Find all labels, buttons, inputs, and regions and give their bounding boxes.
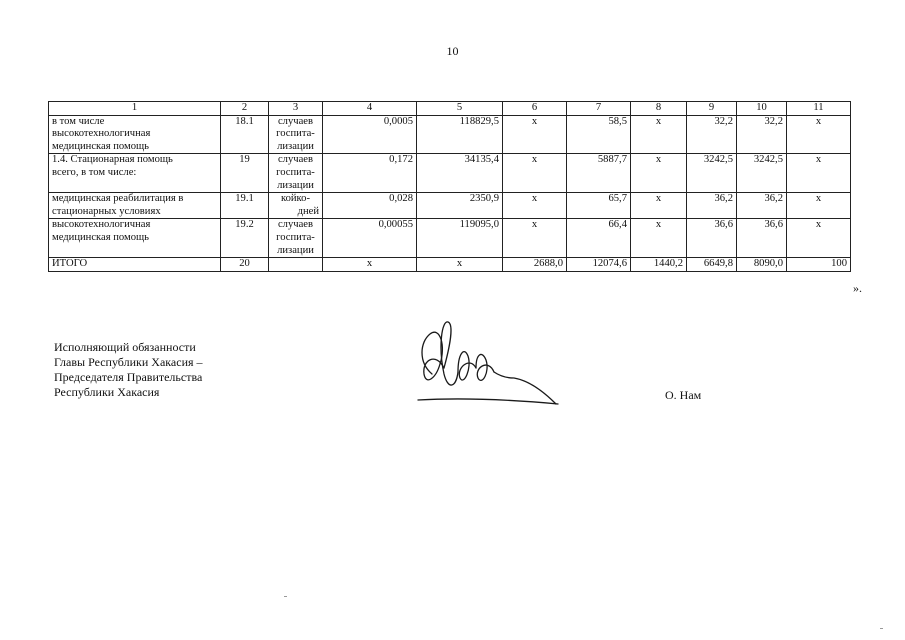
column-header: 2	[221, 102, 269, 116]
unit-cell	[269, 193, 323, 219]
value-cell-col9: 6649,8	[687, 258, 737, 272]
value-cell-col7: 58,5	[567, 115, 631, 154]
row-name-line: высокотехнологичная	[52, 128, 151, 140]
column-header: 9	[687, 102, 737, 116]
value-cell-col10: 3242,5	[737, 154, 787, 193]
value-cell-col4: 0,028	[323, 193, 417, 219]
row-name-line: 1.4. Стационарная помощь	[52, 154, 173, 166]
signature-stroke	[494, 372, 556, 404]
value-cell-col8: х	[631, 193, 687, 219]
column-header: 6	[503, 102, 567, 116]
unit-line: дней	[297, 205, 319, 217]
value-cell-col6: х	[503, 193, 567, 219]
value-cell-col11: х	[787, 193, 851, 219]
row-name-line: высокотехнологичная	[52, 219, 151, 231]
value-cell-col8: х	[631, 154, 687, 193]
value-cell-col11: х	[787, 154, 851, 193]
column-header: 4	[323, 102, 417, 116]
signatory-line: Исполняющий обязанности	[54, 340, 196, 354]
row-number-cell: 20	[221, 258, 269, 272]
value-cell-col5: х	[417, 258, 503, 272]
value-cell-col8: 1440,2	[631, 258, 687, 272]
value-cell-col9: 3242,5	[687, 154, 737, 193]
value-cell-col8: х	[631, 115, 687, 154]
unit-line: случаев	[277, 154, 314, 166]
column-header: 3	[269, 102, 323, 116]
value-cell-col11: х	[787, 115, 851, 154]
handwritten-signature	[414, 316, 564, 408]
unit-line: случаев	[277, 219, 314, 231]
column-header: 1	[49, 102, 221, 116]
value-cell-col6: х	[503, 115, 567, 154]
medical-care-table	[48, 101, 851, 272]
signature-stroke	[441, 322, 458, 385]
table-row	[49, 154, 851, 193]
value-cell-col6: х	[503, 154, 567, 193]
value-cell-col9: 36,2	[687, 193, 737, 219]
table-row	[49, 193, 851, 219]
value-cell-col8: х	[631, 219, 687, 258]
page-number: 10	[446, 44, 459, 58]
value-cell-col9: 36,6	[687, 219, 737, 258]
signature-stroke	[458, 352, 476, 380]
unit-cell	[269, 154, 323, 193]
scan-speck	[284, 596, 287, 597]
unit-line: случаев	[277, 115, 314, 127]
unit-line: койко-	[280, 193, 310, 205]
value-cell-col7: 66,4	[567, 219, 631, 258]
value-cell-col4: 0,0005	[323, 115, 417, 154]
row-name-line: в том числе	[52, 115, 105, 127]
signature-strokes	[418, 322, 558, 404]
unit-line: лизации	[277, 140, 314, 152]
row-name-cell	[49, 193, 221, 219]
value-cell-col10: 32,2	[737, 115, 787, 154]
row-number-cell: 19	[221, 154, 269, 193]
row-name-line: медицинская помощь	[52, 140, 149, 152]
unit-cell	[269, 219, 323, 258]
value-cell-col5: 119095,0	[417, 219, 503, 258]
row-name-line: стационарных условиях	[52, 205, 161, 217]
signatory-title	[54, 340, 203, 400]
value-cell-col6: х	[503, 219, 567, 258]
closing-quote: ».	[853, 281, 862, 295]
signer-name: О. Нам	[665, 388, 702, 402]
value-cell-col7: 12074,6	[567, 258, 631, 272]
unit-line: лизации	[277, 244, 314, 256]
unit-line: госпита-	[276, 166, 315, 178]
signatory-line: Главы Республики Хакасия –	[54, 355, 203, 369]
unit-cell	[269, 258, 323, 272]
column-header: 11	[787, 102, 851, 116]
signature-stroke	[418, 399, 558, 404]
row-name-line: медицинская помощь	[52, 231, 149, 243]
signatory-line: Республики Хакасия	[54, 385, 160, 399]
value-cell-col4: х	[323, 258, 417, 272]
column-header: 10	[737, 102, 787, 116]
table-row	[49, 115, 851, 154]
unit-line: лизации	[277, 179, 314, 191]
value-cell-col11: 100	[787, 258, 851, 272]
signature-stroke	[476, 354, 494, 380]
value-cell-col5: 118829,5	[417, 115, 503, 154]
unit-line: госпита-	[276, 231, 315, 243]
signatory-line: Председателя Правительства	[54, 370, 203, 384]
row-name-line: всего, в том числе:	[52, 166, 137, 178]
value-cell-col4: 0,172	[323, 154, 417, 193]
value-cell-col4: 0,00055	[323, 219, 417, 258]
row-number-cell: 19.2	[221, 219, 269, 258]
unit-cell	[269, 115, 323, 154]
row-name-line: медицинская реабилитация в	[52, 193, 184, 205]
row-name-cell	[49, 219, 221, 258]
value-cell-col10: 36,2	[737, 193, 787, 219]
value-cell-col9: 32,2	[687, 115, 737, 154]
value-cell-col11: х	[787, 219, 851, 258]
unit-line: госпита-	[276, 128, 315, 140]
value-cell-col6: 2688,0	[503, 258, 567, 272]
column-header: 5	[417, 102, 503, 116]
column-header: 7	[567, 102, 631, 116]
column-header: 8	[631, 102, 687, 116]
value-cell-col10: 36,6	[737, 219, 787, 258]
value-cell-col10: 8090,0	[737, 258, 787, 272]
table-header-row	[49, 102, 851, 116]
scan-speck	[880, 628, 883, 629]
value-cell-col7: 5887,7	[567, 154, 631, 193]
row-name-cell	[49, 154, 221, 193]
value-cell-col7: 65,7	[567, 193, 631, 219]
total-row	[49, 258, 851, 272]
value-cell-col5: 2350,9	[417, 193, 503, 219]
total-label: ИТОГО	[49, 258, 221, 272]
row-name-cell	[49, 115, 221, 154]
table-row	[49, 219, 851, 258]
value-cell-col5: 34135,4	[417, 154, 503, 193]
row-number-cell: 18.1	[221, 115, 269, 154]
row-number-cell: 19.1	[221, 193, 269, 219]
